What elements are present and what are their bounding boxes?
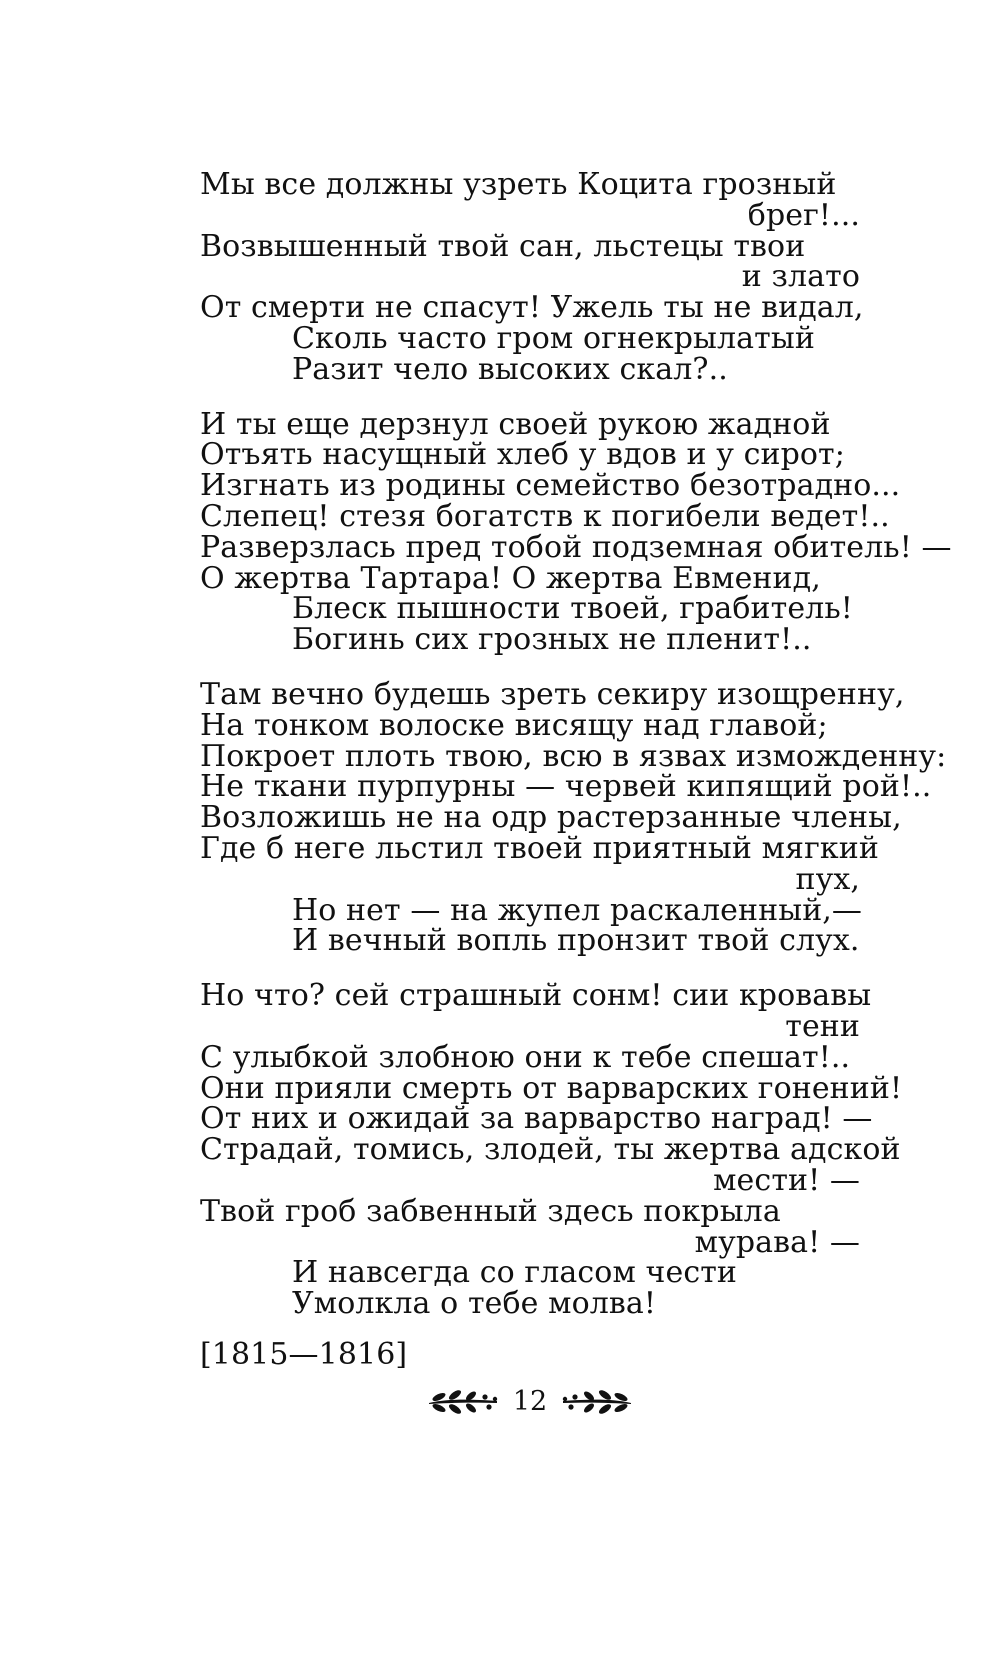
stanza-1 [200,167,864,387]
leaf-sprig-icon [427,1387,503,1417]
poem-line: Мы все должны узреть Коцита грозный [200,167,837,202]
stanza-gap [200,386,860,410]
poem-line-indented: И навсегда со гласом чести [292,1255,738,1291]
poem-line: Покроет плоть твою, всю в язвах изможденну: [200,738,947,774]
poem-line: Твой гроб забвенный здесь покрыла [200,1193,781,1229]
poem-line: Они прияли смерть от варварских гонений! [200,1070,903,1106]
poem-line: И ты еще дерзнул своей рукою жадной [200,406,831,442]
stanza-3 [200,676,947,959]
poem-line-continuation: мурава! — [694,1224,860,1260]
poem-line: Но что? сей страшный сонм! сии кровавы [200,978,872,1014]
poem-line: С улыбкой злобною они к тебе спешат!.. [200,1039,851,1075]
poem-line: Там вечно будешь зреть секиру изощренну, [200,676,905,712]
poem-line: Слепец! стезя богатств к погибели ведет!.. [200,498,890,534]
poem-line: Не ткани пурпурны — червей кипящий рой!.. [200,769,932,805]
poem-line: От них и ожидай за варварство наград! — [200,1101,873,1137]
poem-line-indented: Блеск пышности твоей, грабитель! [292,591,853,627]
poem-line-indented: Сколь часто гром огнекрылатый [292,320,815,356]
poem-line: Разверзлась пред тобой подземная обитель! — [200,529,952,565]
poem-line: Изгнать из родины семейство безотрадно... [200,468,901,504]
page-number: 12 [512,1386,548,1417]
poem-line: От смерти не спасут! Ужель ты не видал, [200,290,864,326]
poem-line: Страдай, томись, злодей, ты жертва адской [200,1132,901,1168]
poem-line: Возложишь не на одр растерзанные члены, [200,800,902,836]
poem-line: Отъять насущный хлеб у вдов и у сирот; [200,437,845,473]
poem-line-indented: Но нет — на жупел раскаленный,— [292,892,863,928]
poem-line: О жертва Тартара! О жертва Евменид, [200,560,821,596]
stanza-4 [200,978,903,1322]
leaf-sprig-icon [557,1387,633,1417]
poem-line: На тонком волоске висящу над главой; [200,707,828,743]
poem-line-continuation: пух, [795,861,860,897]
poem-line-indented: И вечный вопль пронзит твой слух. [292,923,860,959]
poem-line: Возвышенный твой сан, льстецы твои [200,228,806,264]
poem-line-continuation: мести! — [713,1162,860,1198]
page-footer [420,1384,640,1420]
poem-line-indented: Умолкла о тебе молва! [292,1286,657,1322]
poem-date: [1815—1816] [200,1336,408,1372]
poem-line-continuation: тени [785,1008,860,1044]
stanza-2 [200,406,952,658]
poem-line-indented: Богинь сих грозных не пленит!.. [292,622,812,658]
poem-line-indented: Разит чело высоких скал?.. [292,351,728,387]
poem-line-continuation: брег!... [747,197,860,233]
poem [200,167,952,1372]
poem-line: Где б неге льстил твоей приятный мягкий [200,830,879,866]
poem-line-continuation: и злато [741,259,860,295]
